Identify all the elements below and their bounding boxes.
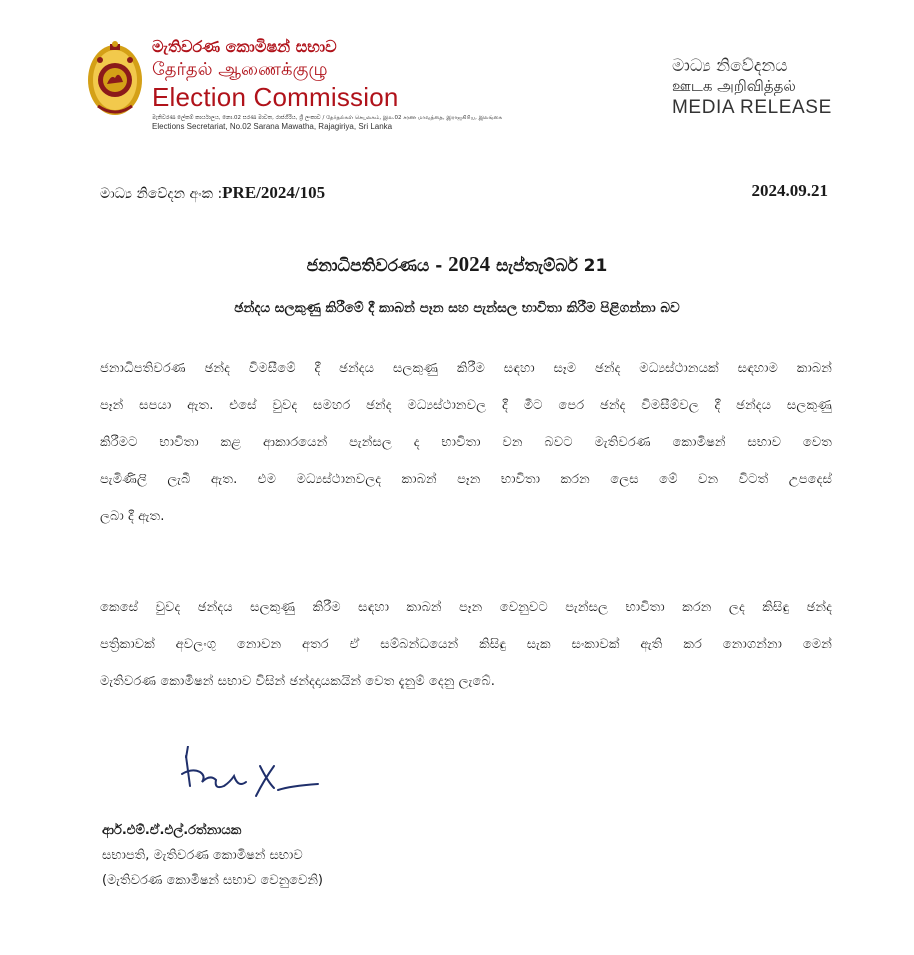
title-prefix: ජනාධිපතිවරණය - (306, 256, 449, 276)
title-year: 2024 (448, 252, 491, 276)
reference-number: PRE/2024/105 (222, 183, 326, 202)
signer-note: (මැතිවරණ කොමිෂන් සභාව වෙනුවෙනි) (102, 873, 323, 888)
paragraph-line: මැතිවරණ කොමිෂන් සභාව විසින් ඡන්දදායකයින් වෙත දැනුම් දෙනු ලැබේ. (100, 674, 495, 689)
media-release-english: MEDIA RELEASE (672, 97, 832, 118)
paragraph-line: පෑන් සපයා ඇත. එසේ වුවද සමහර ඡන්ද මධ්‍යස්ථානවල දී මීට පෙර ඡන්ද විමසීම්වල දී ඡන්දය සලකුණු (100, 398, 832, 413)
address-english: Elections Secretariat, No.02 Sarana Mawatha, Rajagiriya, Sri Lanka (152, 122, 393, 131)
media-release-tamil: ஊடக அறிவித்தல் (672, 77, 796, 95)
signer-name: ආර්.එම්.ඒ.එල්.රත්නායක (102, 823, 242, 838)
release-date: 2024.09.21 (751, 181, 828, 200)
org-name-tamil: தேர்தல் ஆணைக்குழு (152, 59, 328, 80)
paragraph-line: ලබා දී ඇත. (100, 509, 165, 524)
paragraph-2 (100, 597, 832, 708)
handwritten-signature (178, 746, 328, 821)
paragraph-line: පැමිණිලි ලැබී ඇත. එම මධ්‍යස්ථානවලද කාබන් පෑන භාවිතා කරන ලෙස මේ වන විටත් උපදෙස් (100, 472, 832, 487)
org-name-sinhala: මැතිවරණ කොමිෂන් සභාව (152, 37, 337, 56)
org-name-english: Election Commission (152, 82, 399, 112)
paragraph-line: පත්‍රිකාවක් අවලංගු නොවන අතර ඒ සම්බන්ධයෙන් කිසිඳු සැක සංකාවක් ඇති කර නොගන්නා මෙන් (100, 637, 832, 652)
address-native: මැතිවරණ ලේකම් කාර්යාලය, නො.02 සරණ මාවත, රාජගිරිය, ශ්‍රී ලංකාව / தேர்தல்கள் செயலகம், இல.02 சரண மாவத்தை, இராஜகிரிய, இலங்கை (152, 115, 503, 121)
paragraph-line: කෙසේ වුවද ඡන්දය සලකුණු කිරීම සඳහා කාබන් පෑන වෙනුවට පැන්සල භාවිතා කරන ලද කිසිඳු ඡන්ද (100, 600, 832, 615)
reference-line (100, 183, 325, 203)
paragraph-line: ජනාධිපතිවරණ ඡන්ද විමසීමේ දී ඡන්දය සලකුණු කිරීම සඳහා සෑම ඡන්ද මධ්‍යස්ථානයක් සඳහාම කාබන් (100, 361, 832, 376)
paragraph-1 (100, 358, 832, 543)
sri-lanka-emblem-icon (86, 40, 144, 118)
document-subtitle: ඡන්දය සලකුණු කිරීමේ දී කාබන් පෑන සහ පැන්සල භාවිතා කිරීම පිළිගන්නා බව (234, 300, 680, 316)
paragraph-line: කිරීමට භාවිතා කළ ආකාරයෙන් පැන්සල ද භාවිතා වන බවට මැතිවරණ කොමිෂන් සභාව වෙත (100, 435, 832, 450)
organisation-block (152, 36, 503, 132)
title-suffix: සැප්තැම්බර් 21 (490, 256, 608, 276)
signer-title: සභාපති, මැතිවරණ කොමිෂන් සභාව (102, 848, 303, 863)
media-release-sinhala: මාධ්‍ය නිවේදනය (672, 56, 788, 76)
document-title (0, 252, 914, 277)
media-release-label (672, 56, 862, 120)
reference-label: මාධ්‍ය නිවේදන අංක : (100, 186, 223, 202)
